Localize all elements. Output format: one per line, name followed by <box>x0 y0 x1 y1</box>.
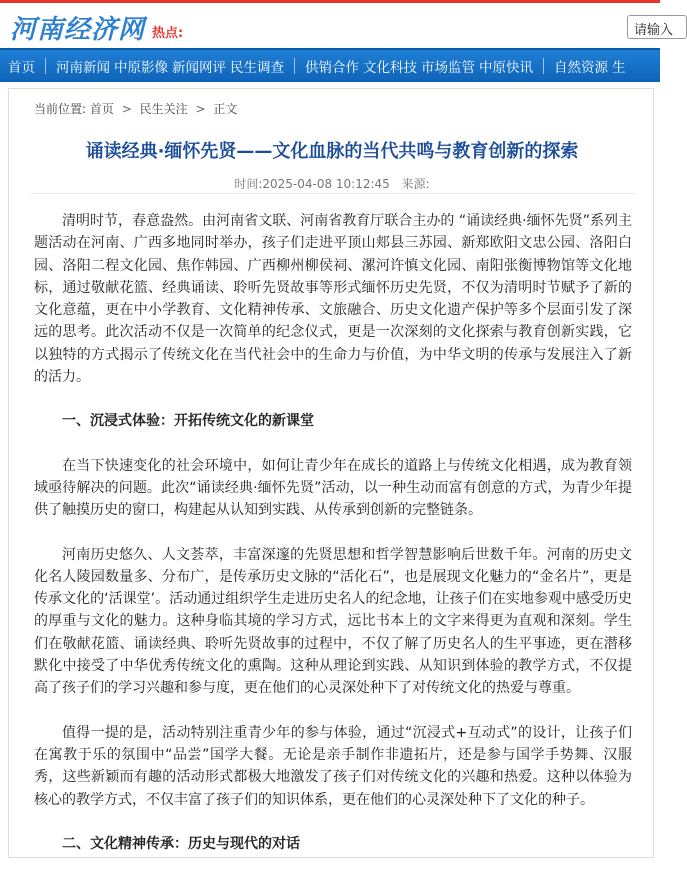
breadcrumb-separator: > <box>195 102 206 116</box>
breadcrumb-prefix: 当前位置: <box>34 102 87 116</box>
nav-item-supply-cooperation[interactable]: 供销合作 <box>305 60 359 76</box>
nav-item-livelihood-survey[interactable]: 民生调查 <box>230 60 284 76</box>
article-paragraph: 清明时节，春意盎然。由河南省文联、河南省教育厅联合主办的 “诵读经典·缅怀先贤”系列主题活动在河南、广西多地同时举办，孩子们走进平顶山郏县三苏园、新郑欧阳文忠公园、洛阳白园、洛阳二程文化园、焦作韩园、广西柳州柳侯祠、漯河许慎文化园、南阳张衡博物馆等文化地标，通过敬献花篮、经典诵读、聆听先贤故事等形式缅怀历史先贤，不仅为清明时节赋予了新的文化意蕴，更在中小学教育、文化精神传承、文旅融合、历史文化遗产保护等多个层面引发了深远的思考。此次活动不仅是一次简单的纪念仪式，更是一次深刻的文化探索与教育创新实践，它以独特的方式揭示了传统文化在当代社会中的生命力与价值，为中华文明的传承与发展注入了新的活力。 <box>34 213 632 386</box>
nav-item-news-review[interactable]: 新闻网评 <box>172 60 226 76</box>
nav-item-market-supervision[interactable]: 市场监管 <box>421 60 475 76</box>
breadcrumb <box>34 100 237 117</box>
nav-separator <box>294 58 295 74</box>
site-logo[interactable] <box>10 9 145 45</box>
nav-item-natural-resources[interactable]: 自然资源 <box>554 60 608 76</box>
breadcrumb-home[interactable]: 首页 <box>89 102 114 116</box>
article-container <box>8 88 654 858</box>
title-divider <box>31 193 635 194</box>
section-heading: 二、文化精神传承：历史与现代的对话 <box>62 835 300 852</box>
article-meta <box>9 175 655 192</box>
breadcrumb-section[interactable]: 民生关注 <box>139 102 188 116</box>
hot-topics-label: 热点: <box>152 26 184 41</box>
article-body <box>34 210 632 877</box>
site-header <box>0 3 674 48</box>
article-paragraph: 河南历史悠久、人文荟萃，丰富深邃的先贤思想和哲学智慧影响后世数千年。河南的历史文化名人陵园数量多、分布广，是传承历史文脉的“活化石”，也是展现文化魅力的“金名片”，更是传承文化的‘活课堂’。活动通过组织学生走进历史名人的纪念地，让孩子们在实地参观中感受历史的厚重与文化的魅力。这种身临其境的学习方式，远比书本上的文字来得更为直观和深刻。学生们在敬献花篮、诵读经典、聆听先贤故事的过程中，不仅了解了历史名人的生平事迹，更在潜移默化中接受了中华优秀传统文化的熏陶。这种从理论到实践、从知识到体验的教学方式，不仅提高了孩子们的学习兴趣和参与度，更在他们的心灵深处种下了对传统文化的热爱与尊重。 <box>34 546 632 697</box>
nav-item-culture-tech[interactable]: 文化科技 <box>363 60 417 76</box>
nav-separator <box>45 58 46 74</box>
main-nav <box>0 48 660 82</box>
logo-text: 河南经济网 <box>10 14 146 45</box>
section-heading: 一、沉浸式体验：开拓传统文化的新课堂 <box>62 413 314 430</box>
article-paragraph: 值得一提的是，活动特别注重青少年的参与体验，通过“沉浸式+互动式”的设计，让孩子们在寓教于乐的氛围中“品尝”国学大餐。无论是亲手制作非遗拓片，还是参与国学手势舞、汉服秀，这些新颖而有趣的活动形式都极大地激发了孩子们对传统文化的兴趣和热爱。这种以体验为核心的教学方式，不仅丰富了孩子们的知识体系，更在他们的心灵深处种下了文化的种子。 <box>34 724 632 808</box>
nav-item-henan-news[interactable]: 河南新闻 <box>56 60 110 76</box>
article-title: 诵读经典·缅怀先贤——文化血脉的当代共鸣与教育创新的探索 <box>85 141 579 162</box>
search-input[interactable]: 请输入 <box>627 15 687 39</box>
nav-item-zhongyuan-express[interactable]: 中原快讯 <box>479 60 533 76</box>
nav-separator <box>543 58 544 74</box>
nav-item-zhongyuan-images[interactable]: 中原影像 <box>114 60 168 76</box>
publish-time: 时间:2025-04-08 10:12:45 <box>234 177 390 191</box>
article-paragraph: 在当下快速变化的社会环境中，如何让青少年在成长的道路上与传统文化相遇，成为教育领域亟待解决的问题。此次“诵读经典·缅怀先贤”活动，以一种生动而富有创意的方式，为青少年提供了触摸历史的窗口，构建起从认知到实践、从传承到创新的完整链条。 <box>34 457 632 519</box>
breadcrumb-separator: > <box>121 102 132 116</box>
nav-item-home[interactable]: 首页 <box>8 60 35 76</box>
breadcrumb-current: 正文 <box>213 102 238 116</box>
article-source: 来源: <box>401 177 430 191</box>
nav-item-truncated[interactable]: 生 <box>612 60 626 76</box>
